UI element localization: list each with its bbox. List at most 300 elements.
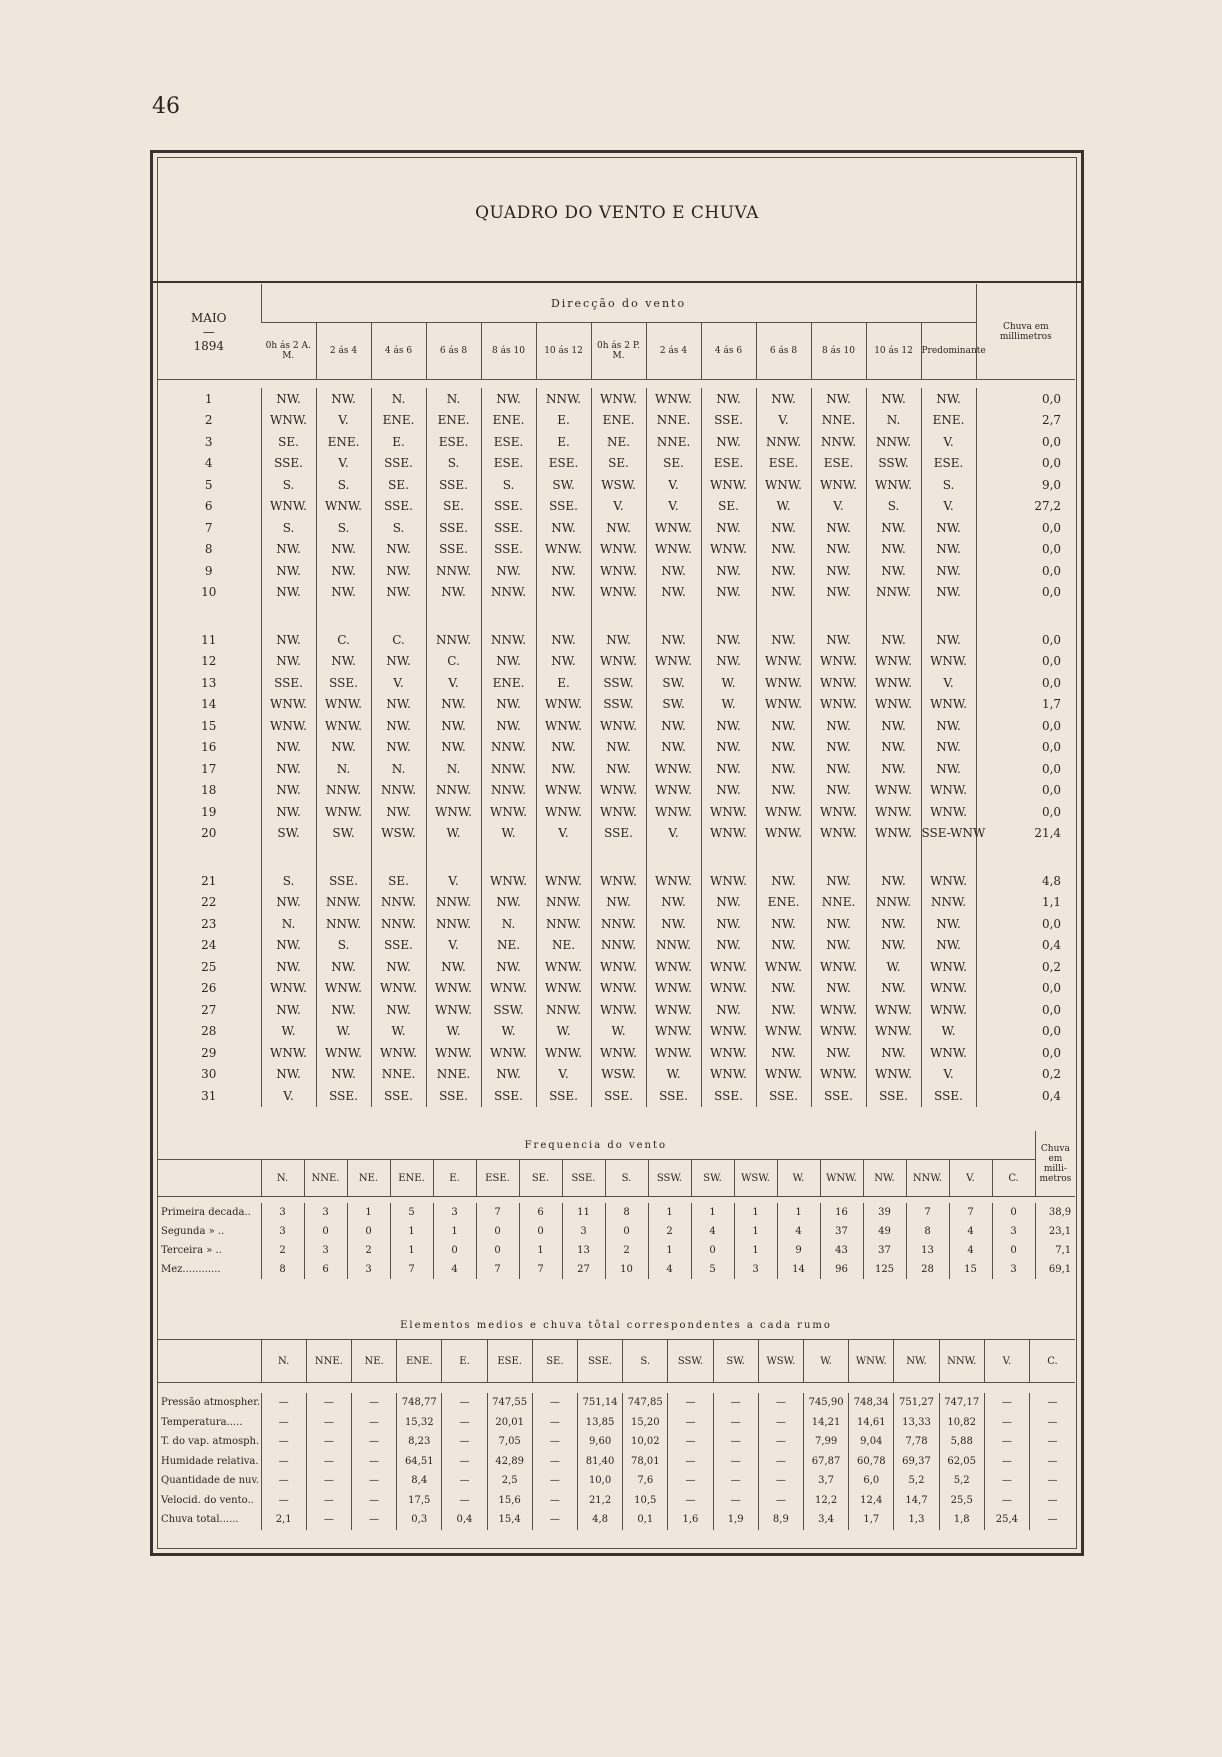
direction-column-header: ESE. <box>476 1160 519 1197</box>
frequency-cell: 3 <box>304 1203 347 1222</box>
element-label: Humidade relativa. <box>161 1455 259 1467</box>
wind-direction-cell: WNW. <box>756 694 811 716</box>
frequency-cell: 13 <box>906 1241 949 1260</box>
table-row <box>157 1064 1075 1086</box>
element-value-cell: — <box>442 1491 487 1511</box>
wind-direction-cell: WNW. <box>811 999 866 1021</box>
wind-direction-cell: V. <box>591 496 646 518</box>
wind-direction-cell: SE. <box>371 870 426 892</box>
frequency-cell: 13 <box>562 1241 605 1260</box>
element-value-cell: — <box>306 1452 351 1472</box>
wind-direction-cell: NW. <box>701 582 756 604</box>
element-value-cell: — <box>261 1413 306 1433</box>
frequency-cell: 3 <box>261 1222 304 1241</box>
wind-direction-cell: NNW. <box>371 913 426 935</box>
frequency-cell: 9 <box>777 1241 820 1260</box>
rain-value: 0,0 <box>976 388 1075 410</box>
wind-direction-cell: WNW. <box>536 978 591 1000</box>
table-row <box>157 935 1075 957</box>
wind-direction-cell: SSE. <box>426 517 481 539</box>
frequency-cell: 5 <box>390 1203 433 1222</box>
wind-direction-cell: WNW. <box>316 978 371 1000</box>
frequency-cell: 10 <box>605 1260 648 1279</box>
wind-direction-cell: NW. <box>536 629 591 651</box>
wind-direction-cell: WNW. <box>811 801 866 823</box>
element-value-cell: 5,2 <box>939 1471 984 1491</box>
table-row <box>157 892 1075 914</box>
wind-direction-cell: NW. <box>866 870 921 892</box>
direction-column-header: WNW. <box>820 1160 863 1197</box>
frequency-cell: 3 <box>261 1203 304 1222</box>
wind-direction-cell: WNW. <box>921 651 976 673</box>
wind-direction-cell: ESE. <box>701 453 756 475</box>
wind-direction-cell: NW. <box>536 758 591 780</box>
time-column-header: Predominante <box>921 323 976 380</box>
table-row <box>157 1491 1075 1511</box>
wind-direction-cell: N. <box>261 913 316 935</box>
element-value-cell: 1,9 <box>713 1510 758 1530</box>
element-value-cell: — <box>261 1432 306 1452</box>
wind-direction-cell: WNW. <box>866 780 921 802</box>
direction-column-header: V. <box>949 1160 992 1197</box>
day-number: 16 <box>201 740 217 755</box>
frequency-cell: 1 <box>734 1222 777 1241</box>
frequency-cell: 1 <box>734 1203 777 1222</box>
blank-header <box>157 1340 261 1383</box>
rain-value: 1,1 <box>976 892 1075 914</box>
element-value-cell: 745,90 <box>803 1393 848 1413</box>
wind-direction-cell: WNW. <box>646 999 701 1021</box>
element-value-cell: 1,3 <box>894 1510 939 1530</box>
rain-value: 2,7 <box>976 410 1075 432</box>
day-number: 18 <box>201 783 217 798</box>
wind-direction-cell: NW. <box>866 517 921 539</box>
wind-direction-cell: W. <box>371 1021 426 1043</box>
wind-direction-cell: NW. <box>261 758 316 780</box>
element-value-cell: — <box>442 1413 487 1433</box>
wind-direction-cell: NW. <box>756 517 811 539</box>
frequency-cell: 0 <box>304 1222 347 1241</box>
wind-direction-cell: NW. <box>536 517 591 539</box>
table-row <box>157 1471 1075 1491</box>
wind-direction-table <box>157 284 1075 1107</box>
day-number: 27 <box>201 1002 217 1017</box>
wind-direction-cell: NW. <box>701 431 756 453</box>
frequency-cell: 4 <box>691 1222 734 1241</box>
time-column-header: 6 ás 8 <box>756 323 811 380</box>
wind-direction-cell: NW. <box>316 582 371 604</box>
wind-direction-cell: WNW. <box>371 1042 426 1064</box>
wind-direction-cell: NW. <box>261 737 316 759</box>
wind-direction-cell: NE. <box>481 935 536 957</box>
day-number: 28 <box>201 1024 217 1039</box>
wind-direction-cell: NW. <box>811 560 866 582</box>
table-row <box>157 1413 1075 1433</box>
element-label: Chuva total...... <box>161 1514 239 1526</box>
period-label: Primeira decada.. <box>161 1207 251 1218</box>
wind-direction-cell: WNW. <box>921 870 976 892</box>
frequency-cell: 4 <box>949 1222 992 1241</box>
blank-header <box>157 1160 261 1197</box>
table-row <box>157 517 1075 539</box>
frequency-cell: 37 <box>820 1222 863 1241</box>
element-value-cell: — <box>306 1471 351 1491</box>
rain-value: 0,0 <box>976 453 1075 475</box>
wind-direction-cell: NNE. <box>426 1064 481 1086</box>
wind-direction-cell: NW. <box>866 913 921 935</box>
frequency-cell: 3 <box>562 1222 605 1241</box>
wind-direction-cell: WNW. <box>701 539 756 561</box>
table-row <box>157 978 1075 1000</box>
wind-direction-cell: WNW. <box>921 978 976 1000</box>
wind-direction-cell: NW. <box>756 388 811 410</box>
elements-table <box>157 1311 1075 1530</box>
wind-direction-cell: NW. <box>646 629 701 651</box>
wind-direction-cell: W. <box>481 823 536 845</box>
wind-direction-cell: NW. <box>261 892 316 914</box>
frequency-cell: 11 <box>562 1203 605 1222</box>
wind-direction-cell: WNW. <box>866 1064 921 1086</box>
table-row <box>157 956 1075 978</box>
element-value-cell: 751,27 <box>894 1393 939 1413</box>
wind-direction-cell: NW. <box>756 539 811 561</box>
direction-column-header: N. <box>261 1160 304 1197</box>
day-number: 8 <box>204 542 213 557</box>
wind-direction-cell: S. <box>316 474 371 496</box>
rain-value: 0,0 <box>976 801 1075 823</box>
wind-direction-cell: NW. <box>756 715 811 737</box>
frequency-cell: 1 <box>347 1203 390 1222</box>
frequency-cell: 7 <box>390 1260 433 1279</box>
direction-column-header: SW. <box>713 1340 758 1383</box>
wind-direction-cell: WNW. <box>646 651 701 673</box>
element-value-cell: — <box>306 1491 351 1511</box>
wind-direction-cell: NW. <box>701 737 756 759</box>
day-number: 19 <box>201 804 217 819</box>
element-value-cell: 25,5 <box>939 1491 984 1511</box>
wind-direction-cell: SSE. <box>811 1085 866 1107</box>
time-column-header: 4 ás 6 <box>371 323 426 380</box>
wind-direction-cell: NW. <box>261 801 316 823</box>
wind-direction-cell: ESE. <box>426 431 481 453</box>
wind-direction-cell: NW. <box>811 388 866 410</box>
rain-value: 0,0 <box>976 758 1075 780</box>
wind-direction-cell: ESE. <box>811 453 866 475</box>
element-value-cell: — <box>1030 1413 1076 1433</box>
table-row <box>157 1452 1075 1472</box>
wind-direction-cell: NNW. <box>866 431 921 453</box>
wind-direction-cell: NW. <box>316 956 371 978</box>
wind-direction-cell: WNW. <box>261 715 316 737</box>
wind-direction-cell: WNW. <box>866 672 921 694</box>
element-value-cell: — <box>984 1432 1029 1452</box>
decade-gap <box>157 844 1075 870</box>
frequency-cell: 2 <box>261 1241 304 1260</box>
wind-direction-cell: NW. <box>591 758 646 780</box>
wind-direction-cell: WNW. <box>701 474 756 496</box>
wind-direction-cell: WNW. <box>316 694 371 716</box>
wind-direction-cell: WNW. <box>646 978 701 1000</box>
table-row <box>157 672 1075 694</box>
frequency-cell: 0 <box>347 1222 390 1241</box>
wind-direction-cell: SSE. <box>481 539 536 561</box>
direction-column-header: S. <box>605 1160 648 1197</box>
frequency-rain-header: Chuva em milli- metros <box>1035 1131 1075 1197</box>
wind-direction-cell: SW. <box>646 694 701 716</box>
wind-direction-cell: NW. <box>866 388 921 410</box>
wind-direction-cell: SSE. <box>701 410 756 432</box>
direction-column-header: NNE. <box>304 1160 347 1197</box>
wind-direction-cell: W. <box>481 1021 536 1043</box>
wind-direction-cell: SSE. <box>316 672 371 694</box>
frequency-cell: 96 <box>820 1260 863 1279</box>
element-value-cell: — <box>532 1413 577 1433</box>
day-number: 10 <box>201 585 217 600</box>
element-value-cell: 1,8 <box>939 1510 984 1530</box>
table-row <box>157 694 1075 716</box>
wind-direction-cell: SSE. <box>646 1085 701 1107</box>
element-value-cell: — <box>532 1432 577 1452</box>
element-value-cell: — <box>351 1452 396 1472</box>
wind-direction-cell: V. <box>316 410 371 432</box>
wind-direction-cell: W. <box>756 496 811 518</box>
wind-direction-cell: NW. <box>371 715 426 737</box>
wind-direction-cell: V. <box>811 496 866 518</box>
day-number: 22 <box>201 895 217 910</box>
wind-direction-cell: C. <box>426 651 481 673</box>
wind-direction-cell: S. <box>426 453 481 475</box>
day-number: 31 <box>201 1088 217 1103</box>
day-number: 7 <box>204 520 213 535</box>
wind-direction-cell: S. <box>261 517 316 539</box>
rain-value: 0,0 <box>976 1021 1075 1043</box>
wind-direction-cell: S. <box>371 517 426 539</box>
wind-direction-cell: NW. <box>591 737 646 759</box>
direction-column-header: SSE. <box>562 1160 605 1197</box>
wind-direction-cell: NW. <box>261 388 316 410</box>
element-value-cell: 10,82 <box>939 1413 984 1433</box>
element-value-cell: 42,89 <box>487 1452 532 1472</box>
wind-direction-cell: WNW. <box>866 823 921 845</box>
wind-direction-cell: WNW. <box>646 801 701 823</box>
wind-direction-cell: NNW. <box>426 913 481 935</box>
frequency-cell: 15 <box>949 1260 992 1279</box>
element-value-cell: 0,1 <box>623 1510 668 1530</box>
element-value-cell: 4,8 <box>577 1510 622 1530</box>
direction-column-header: SE. <box>532 1340 577 1383</box>
wind-direction-cell: NW. <box>316 560 371 582</box>
direction-column-header: S. <box>623 1340 668 1383</box>
wind-direction-cell: SE. <box>261 431 316 453</box>
wind-direction-cell: WNW. <box>591 539 646 561</box>
wind-direction-cell: NW. <box>646 737 701 759</box>
table-row <box>157 801 1075 823</box>
wind-direction-cell: NW. <box>756 560 811 582</box>
wind-direction-cell: NNW. <box>426 780 481 802</box>
element-value-cell: — <box>261 1471 306 1491</box>
wind-direction-cell: WNW. <box>756 672 811 694</box>
wind-direction-cell: NW. <box>481 715 536 737</box>
element-value-cell: — <box>758 1413 803 1433</box>
frequency-cell: 3 <box>992 1222 1035 1241</box>
rain-value: 23,1 <box>1035 1222 1075 1241</box>
wind-direction-cell: WNW. <box>591 978 646 1000</box>
wind-direction-cell: NW. <box>371 737 426 759</box>
wind-direction-cell: WNW. <box>536 1042 591 1064</box>
wind-direction-cell: NW. <box>921 758 976 780</box>
wind-direction-cell: NE. <box>536 935 591 957</box>
wind-direction-cell: NW. <box>316 999 371 1021</box>
wind-direction-cell: WNW. <box>866 474 921 496</box>
wind-direction-cell: S. <box>316 517 371 539</box>
element-value-cell: 15,6 <box>487 1491 532 1511</box>
page-title: QUADRO DO VENTO E CHUVA <box>475 203 759 223</box>
wind-direction-cell: WNW. <box>261 978 316 1000</box>
wind-direction-cell: NW. <box>426 737 481 759</box>
wind-direction-cell: NNW. <box>481 629 536 651</box>
element-value-cell: — <box>306 1432 351 1452</box>
element-value-cell: — <box>532 1491 577 1511</box>
wind-direction-cell: NW. <box>371 801 426 823</box>
frequency-cell: 1 <box>691 1203 734 1222</box>
element-value-cell: — <box>442 1393 487 1413</box>
wind-direction-cell: SE. <box>646 453 701 475</box>
direction-column-header: SW. <box>691 1160 734 1197</box>
element-value-cell: 13,85 <box>577 1413 622 1433</box>
period-label: Mez............ <box>161 1264 221 1275</box>
wind-direction-cell: NW. <box>921 629 976 651</box>
element-value-cell: 8,4 <box>397 1471 442 1491</box>
element-value-cell: — <box>532 1452 577 1472</box>
wind-direction-cell: NW. <box>701 935 756 957</box>
wind-direction-cell: WNW. <box>536 870 591 892</box>
table-row <box>157 1203 1075 1222</box>
day-number: 3 <box>204 434 213 449</box>
table-row <box>157 629 1075 651</box>
table-row <box>157 1222 1075 1241</box>
element-value-cell: — <box>442 1452 487 1472</box>
wind-direction-cell: WNW. <box>426 1042 481 1064</box>
wind-direction-cell: NW. <box>921 517 976 539</box>
wind-direction-cell: WNW. <box>591 870 646 892</box>
element-value-cell: — <box>668 1452 713 1472</box>
rain-value: 0,0 <box>976 651 1075 673</box>
title-divider <box>153 281 1081 283</box>
wind-direction-cell: ENE. <box>921 410 976 432</box>
direction-column-header: SSW. <box>648 1160 691 1197</box>
rain-value: 38,9 <box>1035 1203 1075 1222</box>
rain-value: 7,1 <box>1035 1241 1075 1260</box>
wind-direction-cell: C. <box>316 629 371 651</box>
wind-direction-cell: NW. <box>261 956 316 978</box>
wind-direction-cell: W. <box>536 1021 591 1043</box>
wind-direction-cell: NNW. <box>426 560 481 582</box>
direction-column-header: NNE. <box>306 1340 351 1383</box>
wind-direction-cell: WNW. <box>811 651 866 673</box>
wind-direction-cell: N. <box>866 410 921 432</box>
wind-direction-cell: SSE. <box>481 496 536 518</box>
frequency-cell: 1 <box>390 1222 433 1241</box>
wind-direction-cell: NW. <box>426 694 481 716</box>
element-value-cell: 0,3 <box>397 1510 442 1530</box>
day-number: 14 <box>201 697 217 712</box>
table-row <box>157 1432 1075 1452</box>
wind-direction-cell: V. <box>756 410 811 432</box>
wind-direction-cell: WNW. <box>646 758 701 780</box>
wind-direction-cell: WNW. <box>866 651 921 673</box>
element-label: Temperatura..... <box>161 1416 243 1428</box>
wind-direction-cell: N. <box>481 913 536 935</box>
wind-direction-cell: N. <box>426 388 481 410</box>
direction-column-header: WSW. <box>734 1160 777 1197</box>
element-value-cell: — <box>758 1432 803 1452</box>
wind-direction-cell: NW. <box>756 913 811 935</box>
wind-direction-cell: WNW. <box>701 978 756 1000</box>
wind-direction-cell: WNW. <box>481 978 536 1000</box>
wind-direction-cell: NW. <box>701 629 756 651</box>
wind-direction-cell: NNE. <box>646 410 701 432</box>
wind-direction-cell: NW. <box>316 539 371 561</box>
wind-direction-cell: E. <box>536 672 591 694</box>
wind-direction-cell: NNE. <box>811 892 866 914</box>
wind-direction-cell: NW. <box>261 629 316 651</box>
element-value-cell: 7,6 <box>623 1471 668 1491</box>
frequency-cell: 49 <box>863 1222 906 1241</box>
element-value-cell: 78,01 <box>623 1452 668 1472</box>
element-value-cell: — <box>758 1393 803 1413</box>
wind-direction-cell: NW. <box>756 758 811 780</box>
element-value-cell: — <box>713 1432 758 1452</box>
table-row <box>157 913 1075 935</box>
wind-direction-cell: NW. <box>646 560 701 582</box>
direction-column-header: E. <box>433 1160 476 1197</box>
wind-direction-cell: WNW. <box>811 1021 866 1043</box>
rain-value: 69,1 <box>1035 1260 1075 1279</box>
wind-direction-cell: NW. <box>316 388 371 410</box>
table-row <box>157 780 1075 802</box>
wind-direction-cell: WNW. <box>591 388 646 410</box>
frequency-cell: 6 <box>304 1260 347 1279</box>
wind-direction-cell: WNW. <box>921 694 976 716</box>
day-number: 25 <box>201 959 217 974</box>
frequency-cell: 14 <box>777 1260 820 1279</box>
wind-direction-cell: WNW. <box>536 694 591 716</box>
wind-direction-cell: NNW. <box>316 780 371 802</box>
direction-column-header: NE. <box>347 1160 390 1197</box>
wind-direction-cell: NNW. <box>921 892 976 914</box>
table-row <box>157 474 1075 496</box>
wind-direction-cell: NW. <box>811 629 866 651</box>
frequency-cell: 7 <box>476 1203 519 1222</box>
wind-direction-cell: SSE. <box>756 1085 811 1107</box>
table-row <box>157 410 1075 432</box>
wind-direction-cell: V. <box>536 823 591 845</box>
wind-direction-cell: SSE. <box>371 1085 426 1107</box>
element-value-cell: 8,9 <box>758 1510 803 1530</box>
element-value-cell: — <box>306 1510 351 1530</box>
wind-direction-cell: V. <box>646 823 701 845</box>
rain-value: 0,0 <box>976 539 1075 561</box>
time-column-header: 10 ás 12 <box>536 323 591 380</box>
element-value-cell: — <box>668 1432 713 1452</box>
wind-direction-cell: NW. <box>371 560 426 582</box>
wind-direction-cell: NW. <box>701 517 756 539</box>
rain-value: 0,2 <box>976 956 1075 978</box>
element-value-cell: — <box>713 1393 758 1413</box>
frequency-cell: 3 <box>347 1260 390 1279</box>
wind-direction-cell: V. <box>536 1064 591 1086</box>
wind-direction-cell: NW. <box>701 780 756 802</box>
